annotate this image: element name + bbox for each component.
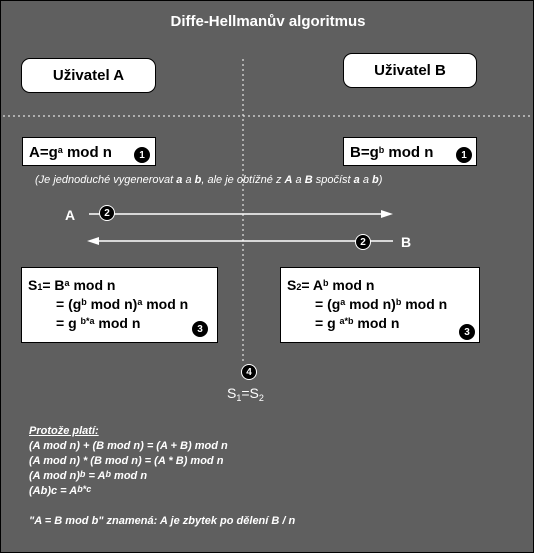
s2-l2-exp1: a [340,297,346,307]
user-b-label: Uživatel B [374,62,446,79]
note-part-1: (Je jednoduché vygenerovat [35,174,177,186]
step-1-badge-b: 1 [456,147,472,163]
s1-l3-end: mod n [94,315,141,331]
notes-l4-exp: b*c [77,484,92,494]
s2-l3-pre: = g [315,315,340,331]
arrow-b-to-a-head [87,237,99,245]
notes-line-4 [29,484,509,499]
s2-line-2 [315,295,479,314]
note-and-1: a [182,174,195,186]
note-var-B: B [304,174,313,186]
s2-l1-sub: 2 [296,282,302,292]
s1-l1-end: mod n [69,277,116,293]
step-3-badge-b: 3 [459,324,475,340]
s1-l2-end: mod n [142,296,189,312]
eq-s2: =S [241,385,259,401]
notes-l3-exp: b [79,469,86,479]
arrow-a-label: A [65,207,76,223]
s2-l1-end: mod n [328,277,375,293]
eq-sub2: 2 [258,393,264,403]
s2-l3-exp: a*b [339,316,354,326]
notes-heading: Protože platí: [29,425,99,437]
s2-l1-mid: = A [301,277,324,293]
s1-l2-mid: mod n) [86,296,138,312]
s1-l1-s: S [28,277,38,293]
notes-l4-pre: (Ab)c = A [29,485,78,497]
diagram-title: Diffe-Hellmanův algoritmus [170,13,366,30]
user-b-box [343,53,477,88]
notes-line-5: "A = B mod b" znamená: A je zbytek po dělení B / n [29,515,296,527]
s1-l3-exp: b*a [80,316,95,326]
note-and-2: a [292,174,305,186]
step-3-badge-a: 3 [192,321,208,337]
note-and-3: a [359,174,372,186]
s2-l2-pre: = (g [315,296,341,312]
s2-line-1 [287,276,479,295]
user-a-label: Uživatel A [52,67,125,84]
arrow-b-label: B [401,234,412,250]
formula-a-exp: a [57,145,63,155]
s2-l2-mid: mod n) [345,296,396,312]
notes-l3-end: mod n [111,470,148,482]
notes-l3-exp2: b [105,469,111,479]
note-var-a2: a [353,174,360,186]
note-part-2: , ale je obtížné z [201,174,285,186]
eq-s1: S [227,385,237,401]
formula-b-exp: b [378,145,385,155]
s2-l3-end: mod n [353,315,400,331]
step-4-badge: 4 [241,364,257,380]
s2-l2-end: mod n [401,296,448,312]
note-var-b2: b [372,174,379,186]
formula-b-rest: mod n [384,144,434,161]
notes-line-2: (A mod n) * (B mod n) = (A * B) mod n [29,455,224,467]
s2-formula-box [280,267,480,343]
note-var-a: a [176,174,183,186]
s1-l1-sub: 1 [37,282,43,292]
note-part-4: ) [378,174,383,186]
s1-l3-pre: = g [56,315,81,331]
step-1-badge-a: 1 [134,147,150,163]
notes-l3-mid: = A [85,470,106,482]
s1-line-2 [56,295,217,314]
s1-formula-box [21,267,218,343]
s1-line-1 [28,276,217,295]
formula-a-rest: mod n [62,144,112,161]
note-part-3: spočíst [312,174,354,186]
notes-line-1: (A mod n) + (B mod n) = (A + B) mod n [29,440,228,452]
step-2-badge-a: 2 [99,205,115,221]
s2-l1-exp: b [323,278,329,288]
arrow-a-to-b-head [381,210,393,218]
s2-line-3 [315,314,479,333]
note-var-b: b [194,174,202,186]
eq-sub1: 1 [236,393,242,403]
s2-l2-exp2: b [395,297,402,307]
s1-l2-exp2: a [137,297,143,307]
notes-l3-pre: (A mod n) [29,470,80,482]
note-var-A: A [284,174,293,186]
user-a-box [21,58,156,93]
notes-block [29,424,509,529]
equality-s1-s2 [227,385,264,401]
step-2-badge-b: 2 [355,234,371,250]
s1-l1-exp: a [64,278,70,288]
difficulty-note [35,174,525,186]
s1-l1-mid: = B [42,277,65,293]
s1-l2-pre: = (g [56,296,82,312]
notes-line-3 [29,469,509,484]
formula-a-base: A=g [29,144,58,161]
s1-l2-exp1: b [81,297,87,307]
s2-l1-s: S [287,277,297,293]
formula-b-base: B=g [350,144,379,161]
